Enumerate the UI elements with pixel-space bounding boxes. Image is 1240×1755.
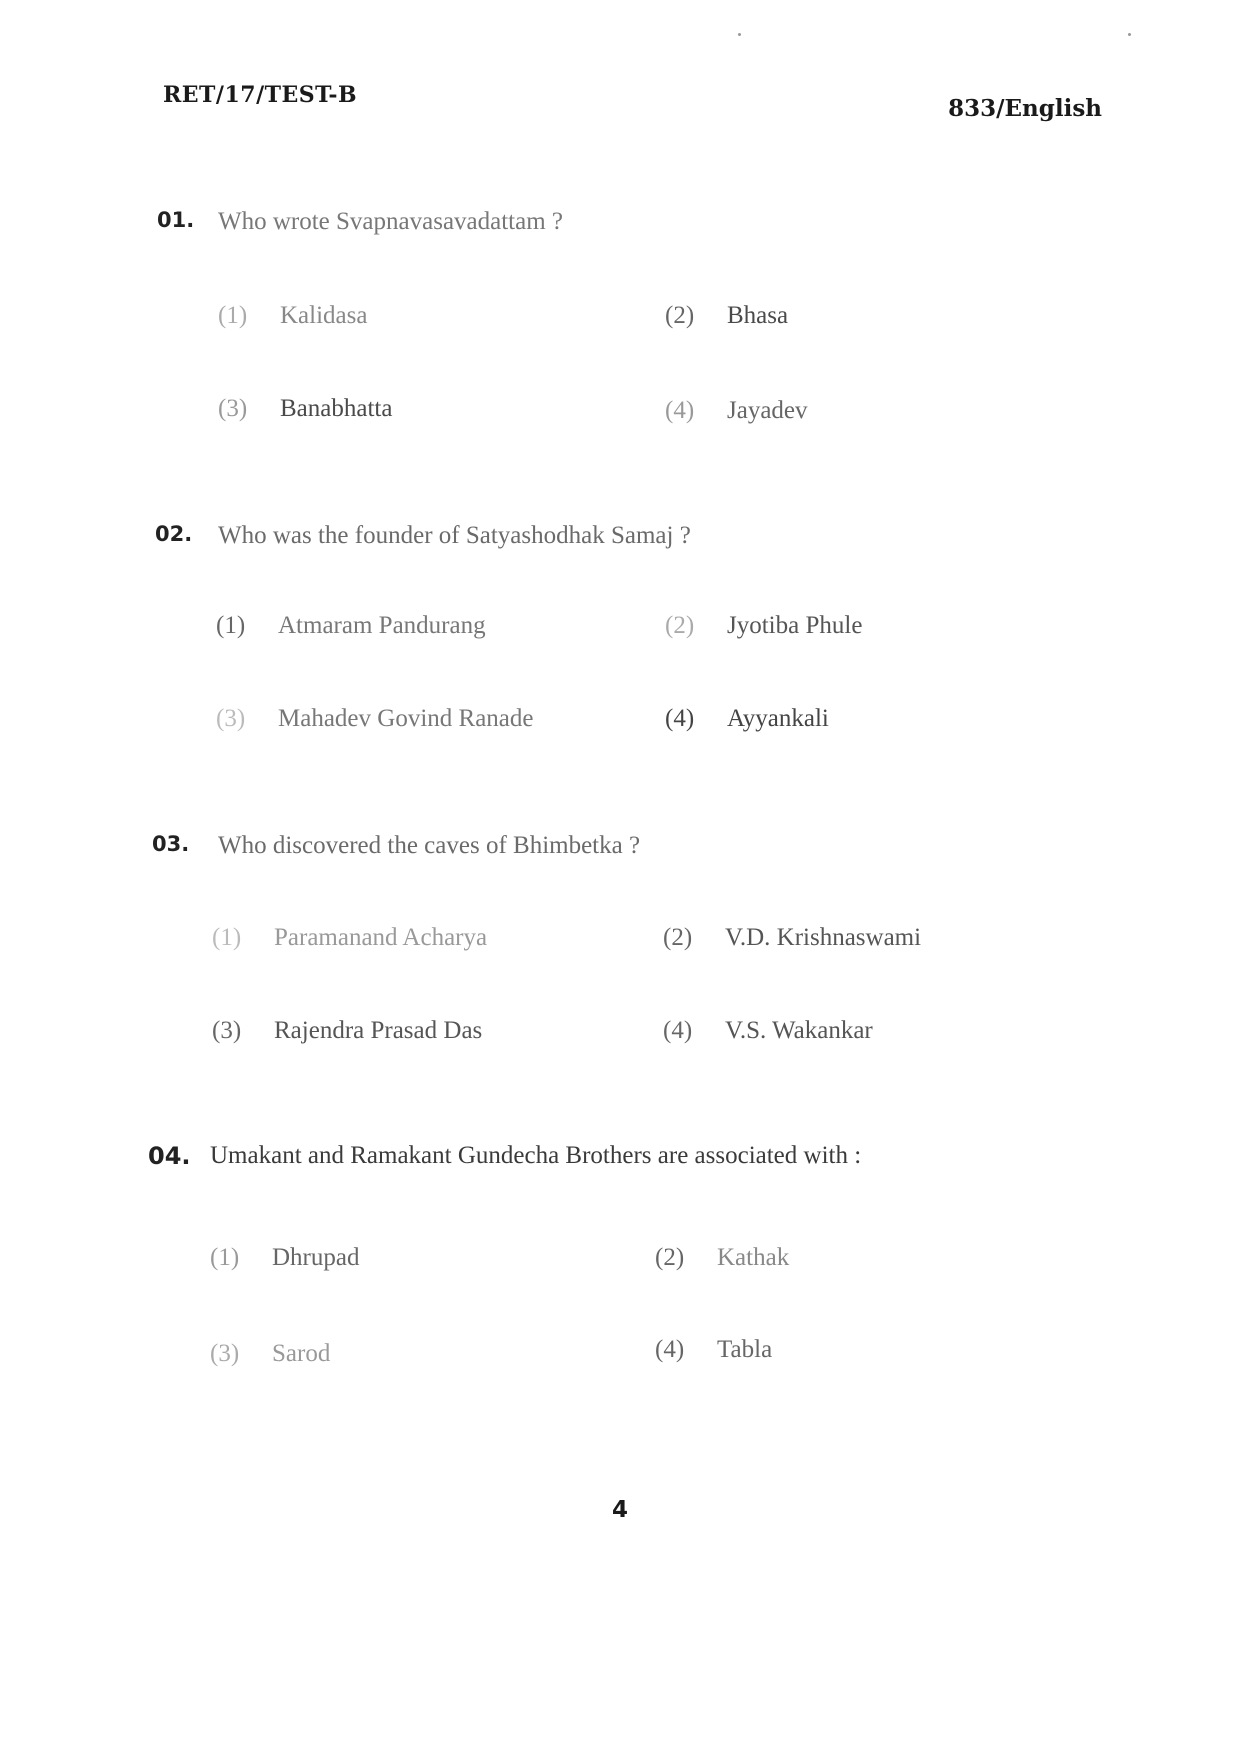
option-text: V.D. Krishnaswami <box>725 924 922 951</box>
question-number: 04. <box>148 1142 191 1170</box>
option-number: (4) <box>665 705 695 732</box>
option-number: (4) <box>655 1336 685 1363</box>
scan-speck <box>1128 33 1131 36</box>
option-text: Tabla <box>717 1336 773 1363</box>
option-number: (2) <box>665 302 695 329</box>
option-3-2 <box>663 924 921 952</box>
option-number: (1) <box>210 1244 240 1271</box>
test-code-header: RET/17/TEST-B <box>163 82 358 108</box>
option-2-3 <box>216 705 533 733</box>
option-number: (3) <box>212 1017 242 1044</box>
question-number: 02. <box>155 522 193 546</box>
option-number: (1) <box>216 612 246 639</box>
option-number: (1) <box>218 302 248 329</box>
option-number: (3) <box>210 1340 240 1367</box>
option-2-2 <box>665 612 862 640</box>
option-text: Sarod <box>272 1340 331 1367</box>
option-4-1 <box>210 1244 359 1272</box>
option-number: (2) <box>665 612 695 639</box>
option-1-1 <box>218 302 367 330</box>
option-text: Jyotiba Phule <box>727 612 863 639</box>
option-number: (3) <box>216 705 246 732</box>
page-number: 4 <box>611 1497 628 1523</box>
option-text: Atmaram Pandurang <box>278 612 486 639</box>
option-text: Ayyankali <box>727 705 829 732</box>
question-text: Who wrote Svapnavasavadattam ? <box>218 208 564 235</box>
option-4-3 <box>210 1340 330 1368</box>
question-number: 01. <box>157 208 195 232</box>
option-3-4 <box>663 1017 873 1045</box>
option-text: V.S. Wakankar <box>725 1017 873 1044</box>
option-text: Paramanand Acharya <box>274 924 488 951</box>
option-3-3 <box>212 1017 482 1045</box>
question-number: 03. <box>152 832 190 856</box>
option-text: Mahadev Govind Ranade <box>278 705 534 732</box>
option-2-4 <box>665 705 829 733</box>
option-4-2 <box>655 1244 789 1272</box>
option-text: Kalidasa <box>280 302 368 329</box>
option-1-3 <box>218 395 392 423</box>
option-text: Dhrupad <box>272 1244 360 1271</box>
option-number: (4) <box>665 397 695 424</box>
option-text: Banabhatta <box>280 395 393 422</box>
option-number: (3) <box>218 395 248 422</box>
option-number: (2) <box>655 1244 685 1271</box>
option-1-4 <box>665 397 808 425</box>
option-1-2 <box>665 302 788 330</box>
option-text: Jayadev <box>727 397 808 424</box>
question-text: Who discovered the caves of Bhimbetka ? <box>218 832 641 859</box>
option-number: (4) <box>663 1017 693 1044</box>
option-2-1 <box>216 612 486 640</box>
option-3-1 <box>212 924 487 952</box>
option-number: (1) <box>212 924 242 951</box>
option-text: Bhasa <box>727 302 789 329</box>
option-number: (2) <box>663 924 693 951</box>
question-text: Umakant and Ramakant Gundecha Brothers are associated with : <box>210 1142 862 1169</box>
paper-code-header: 833/English <box>948 95 1102 122</box>
question-text: Who was the founder of Satyashodhak Samaj ? <box>218 522 691 549</box>
option-4-4 <box>655 1336 772 1364</box>
scan-speck <box>738 33 741 36</box>
option-text: Kathak <box>717 1244 790 1271</box>
option-text: Rajendra Prasad Das <box>274 1017 483 1044</box>
